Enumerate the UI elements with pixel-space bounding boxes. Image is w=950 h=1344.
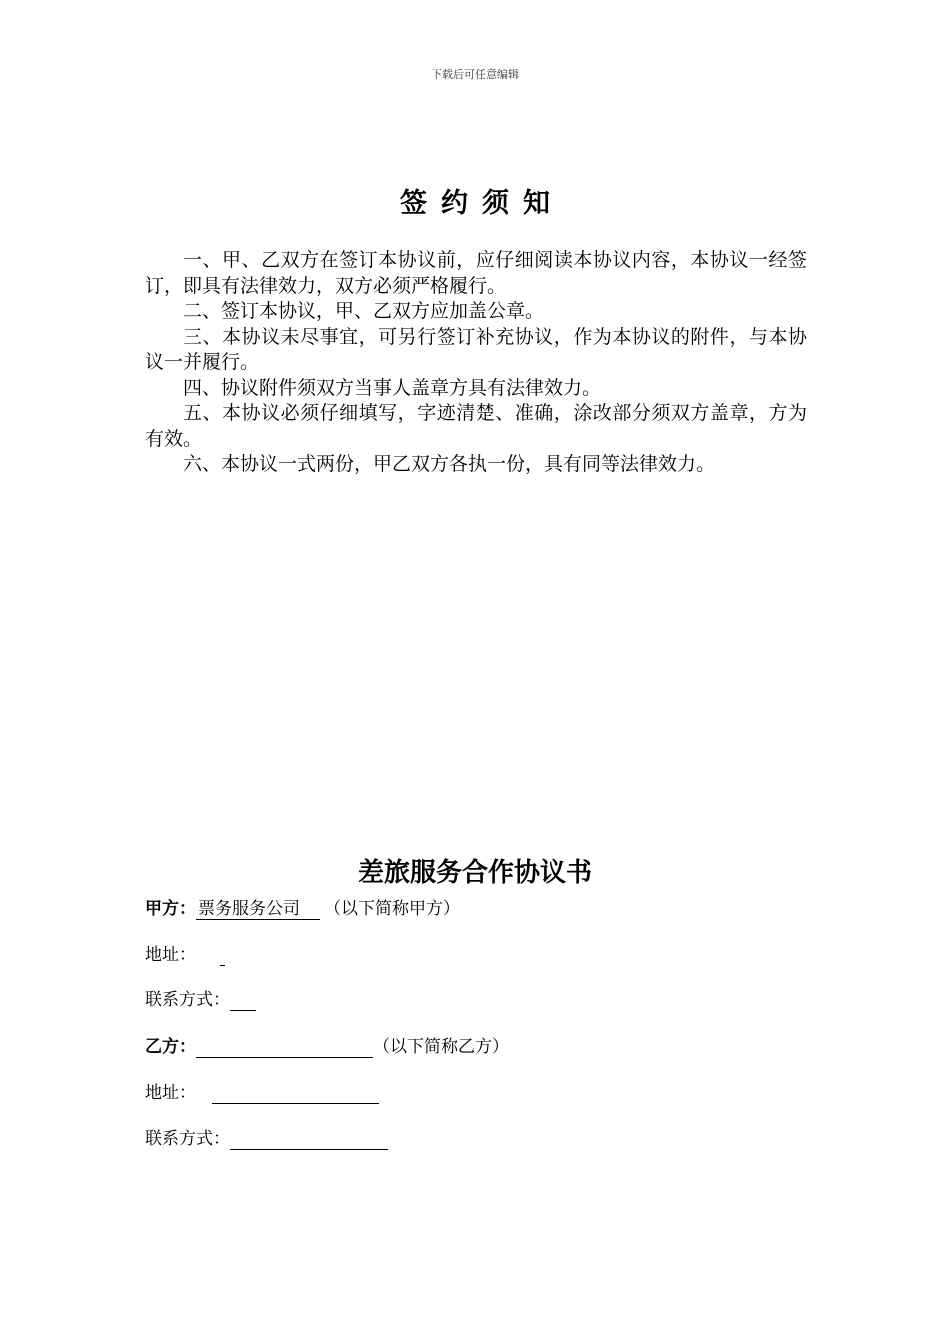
party-a-line <box>145 898 460 920</box>
party-b-contact-field[interactable] <box>230 1129 388 1150</box>
party-b-line <box>145 1036 509 1058</box>
party-b-contact-label: 联系方式： <box>145 1129 230 1149</box>
notice-item: 三、本协议未尽事宜，可另行签订补充协议，作为本协议的附件，与本协议一并履行。 <box>145 325 807 373</box>
party-b-label: 乙方： <box>145 1037 196 1057</box>
notice-item: 二、签订本协议，甲、乙双方应加盖公章。 <box>183 300 545 322</box>
party-a-contact-field[interactable] <box>230 990 256 1011</box>
party-a-contact-label: 联系方式： <box>145 990 230 1010</box>
notice-item: 一、甲、乙双方在签订本协议前，应仔细阅读本协议内容，本协议一经签订，即具有法律效力，双方必须严格履行。 <box>145 249 807 297</box>
party-b-address-line <box>145 1082 379 1104</box>
contract-title: 差旅服务合作协议书 <box>357 858 592 888</box>
notice-item: 四、协议附件须双方当事人盖章方具有法律效力。 <box>183 376 602 399</box>
notice-item: 五、本协议必须仔细填写，字迹清楚、准确，涂改部分须双方盖章，方为有效。 <box>145 402 807 450</box>
party-a-address-label: 地址： <box>145 945 196 965</box>
party-a-address-line <box>145 944 225 966</box>
party-a-name-field[interactable] <box>196 899 320 920</box>
party-a-name: 票务服务公司 <box>198 899 300 919</box>
party-b-address-field[interactable] <box>212 1083 379 1104</box>
party-a-contact-line <box>145 989 256 1011</box>
party-b-address-label: 地址： <box>145 1083 196 1103</box>
party-a-address-field[interactable] <box>220 945 225 966</box>
party-a-note: （以下简称甲方） <box>324 899 460 919</box>
party-a-label: 甲方： <box>145 899 196 919</box>
notice-body <box>145 248 807 478</box>
header-note: 下载后可任意编辑 <box>431 68 519 81</box>
party-b-name-field[interactable] <box>196 1037 373 1058</box>
party-b-note: （以下简称乙方） <box>373 1037 509 1057</box>
notice-item: 六、本协议一式两份，甲乙双方各执一份，具有同等法律效力。 <box>183 453 716 475</box>
party-b-contact-line <box>145 1128 388 1150</box>
notice-title: 签约须知 <box>400 188 564 219</box>
